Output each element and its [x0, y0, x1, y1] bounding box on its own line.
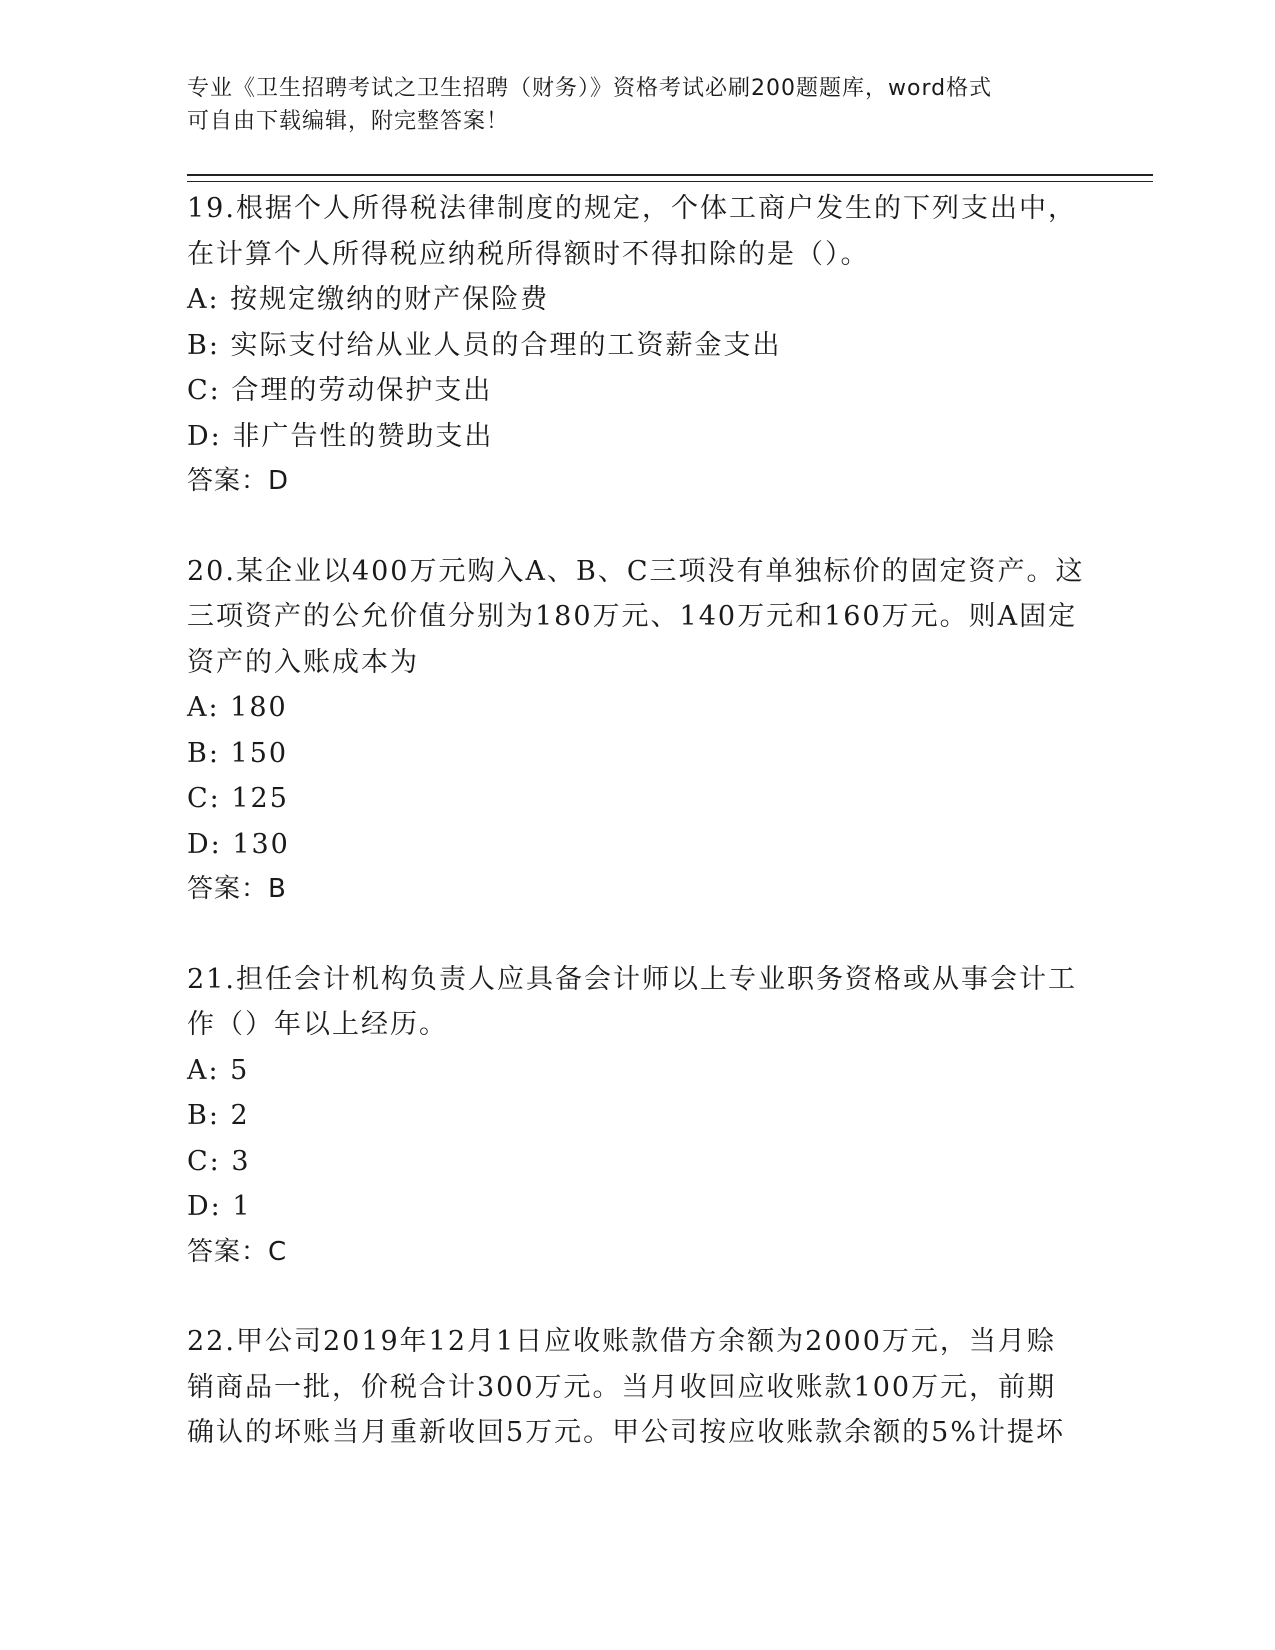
option-d: D: 130: [187, 828, 290, 860]
question-20: [187, 549, 1087, 913]
option-d: D: 非广告性的赞助支出: [187, 420, 494, 452]
option-a: A: 180: [187, 692, 288, 723]
option-c: C: 合理的劳动保护支出: [187, 375, 493, 406]
question-19: [187, 186, 1087, 505]
header-line: 可自由下载编辑，附完整答案！: [187, 109, 510, 134]
question-21: [187, 957, 1087, 1276]
question-stem: 19.根据个人所得税法律制度的规定，个体工商户发生的下列支出中，: [187, 193, 1077, 224]
header-divider-thin: [187, 181, 1153, 182]
question-stem: 20.某企业以400万元购入A、B、C三项没有单独标价的固定资产。这: [187, 555, 1085, 587]
option-b: B: 2: [187, 1100, 250, 1131]
header-line: 专业《卫生招聘考试之卫生招聘（财务）》资格考试必刷200题题库，word格式: [187, 76, 993, 101]
header-divider: [187, 174, 1153, 176]
answer-line: 答案：B: [187, 874, 287, 904]
question-stem: 销商品一批，价税合计300万元。当月收回应收账款100万元，前期: [187, 1371, 1057, 1403]
question-22: [187, 1319, 1087, 1456]
option-a: A: 按规定缴纳的财产保险费: [187, 284, 550, 315]
question-stem: 资产的入账成本为: [187, 646, 419, 678]
question-stem: 22.甲公司2019年12月1日应收账款借方余额为2000万元，当月赊: [187, 1326, 1056, 1357]
question-stem: 在计算个人所得税应纳税所得额时不得扣除的是（）。: [187, 238, 870, 270]
answer-line: 答案：D: [187, 466, 290, 496]
question-list: [187, 186, 1087, 1500]
question-stem: 作（）年以上经历。: [187, 1009, 448, 1040]
option-d: D: 1: [187, 1191, 252, 1222]
document-header: [187, 72, 1067, 138]
question-stem: 三项资产的公允价值分别为180万元、140万元和160万元。则A固定: [187, 601, 1078, 632]
option-b: B: 实际支付给从业人员的合理的工资薪金支出: [187, 329, 782, 361]
option-c: C: 125: [187, 783, 289, 814]
question-stem: 21.担任会计机构负责人应具备会计师以上专业职务资格或从事会计工: [187, 963, 1077, 995]
option-a: A: 5: [187, 1054, 250, 1086]
option-c: C: 3: [187, 1145, 251, 1177]
question-stem: 确认的坏账当月重新收回5万元。甲公司按应收账款余额的5%计提坏: [187, 1417, 1066, 1448]
answer-line: 答案：C: [187, 1236, 288, 1267]
option-b: B: 150: [187, 737, 289, 769]
